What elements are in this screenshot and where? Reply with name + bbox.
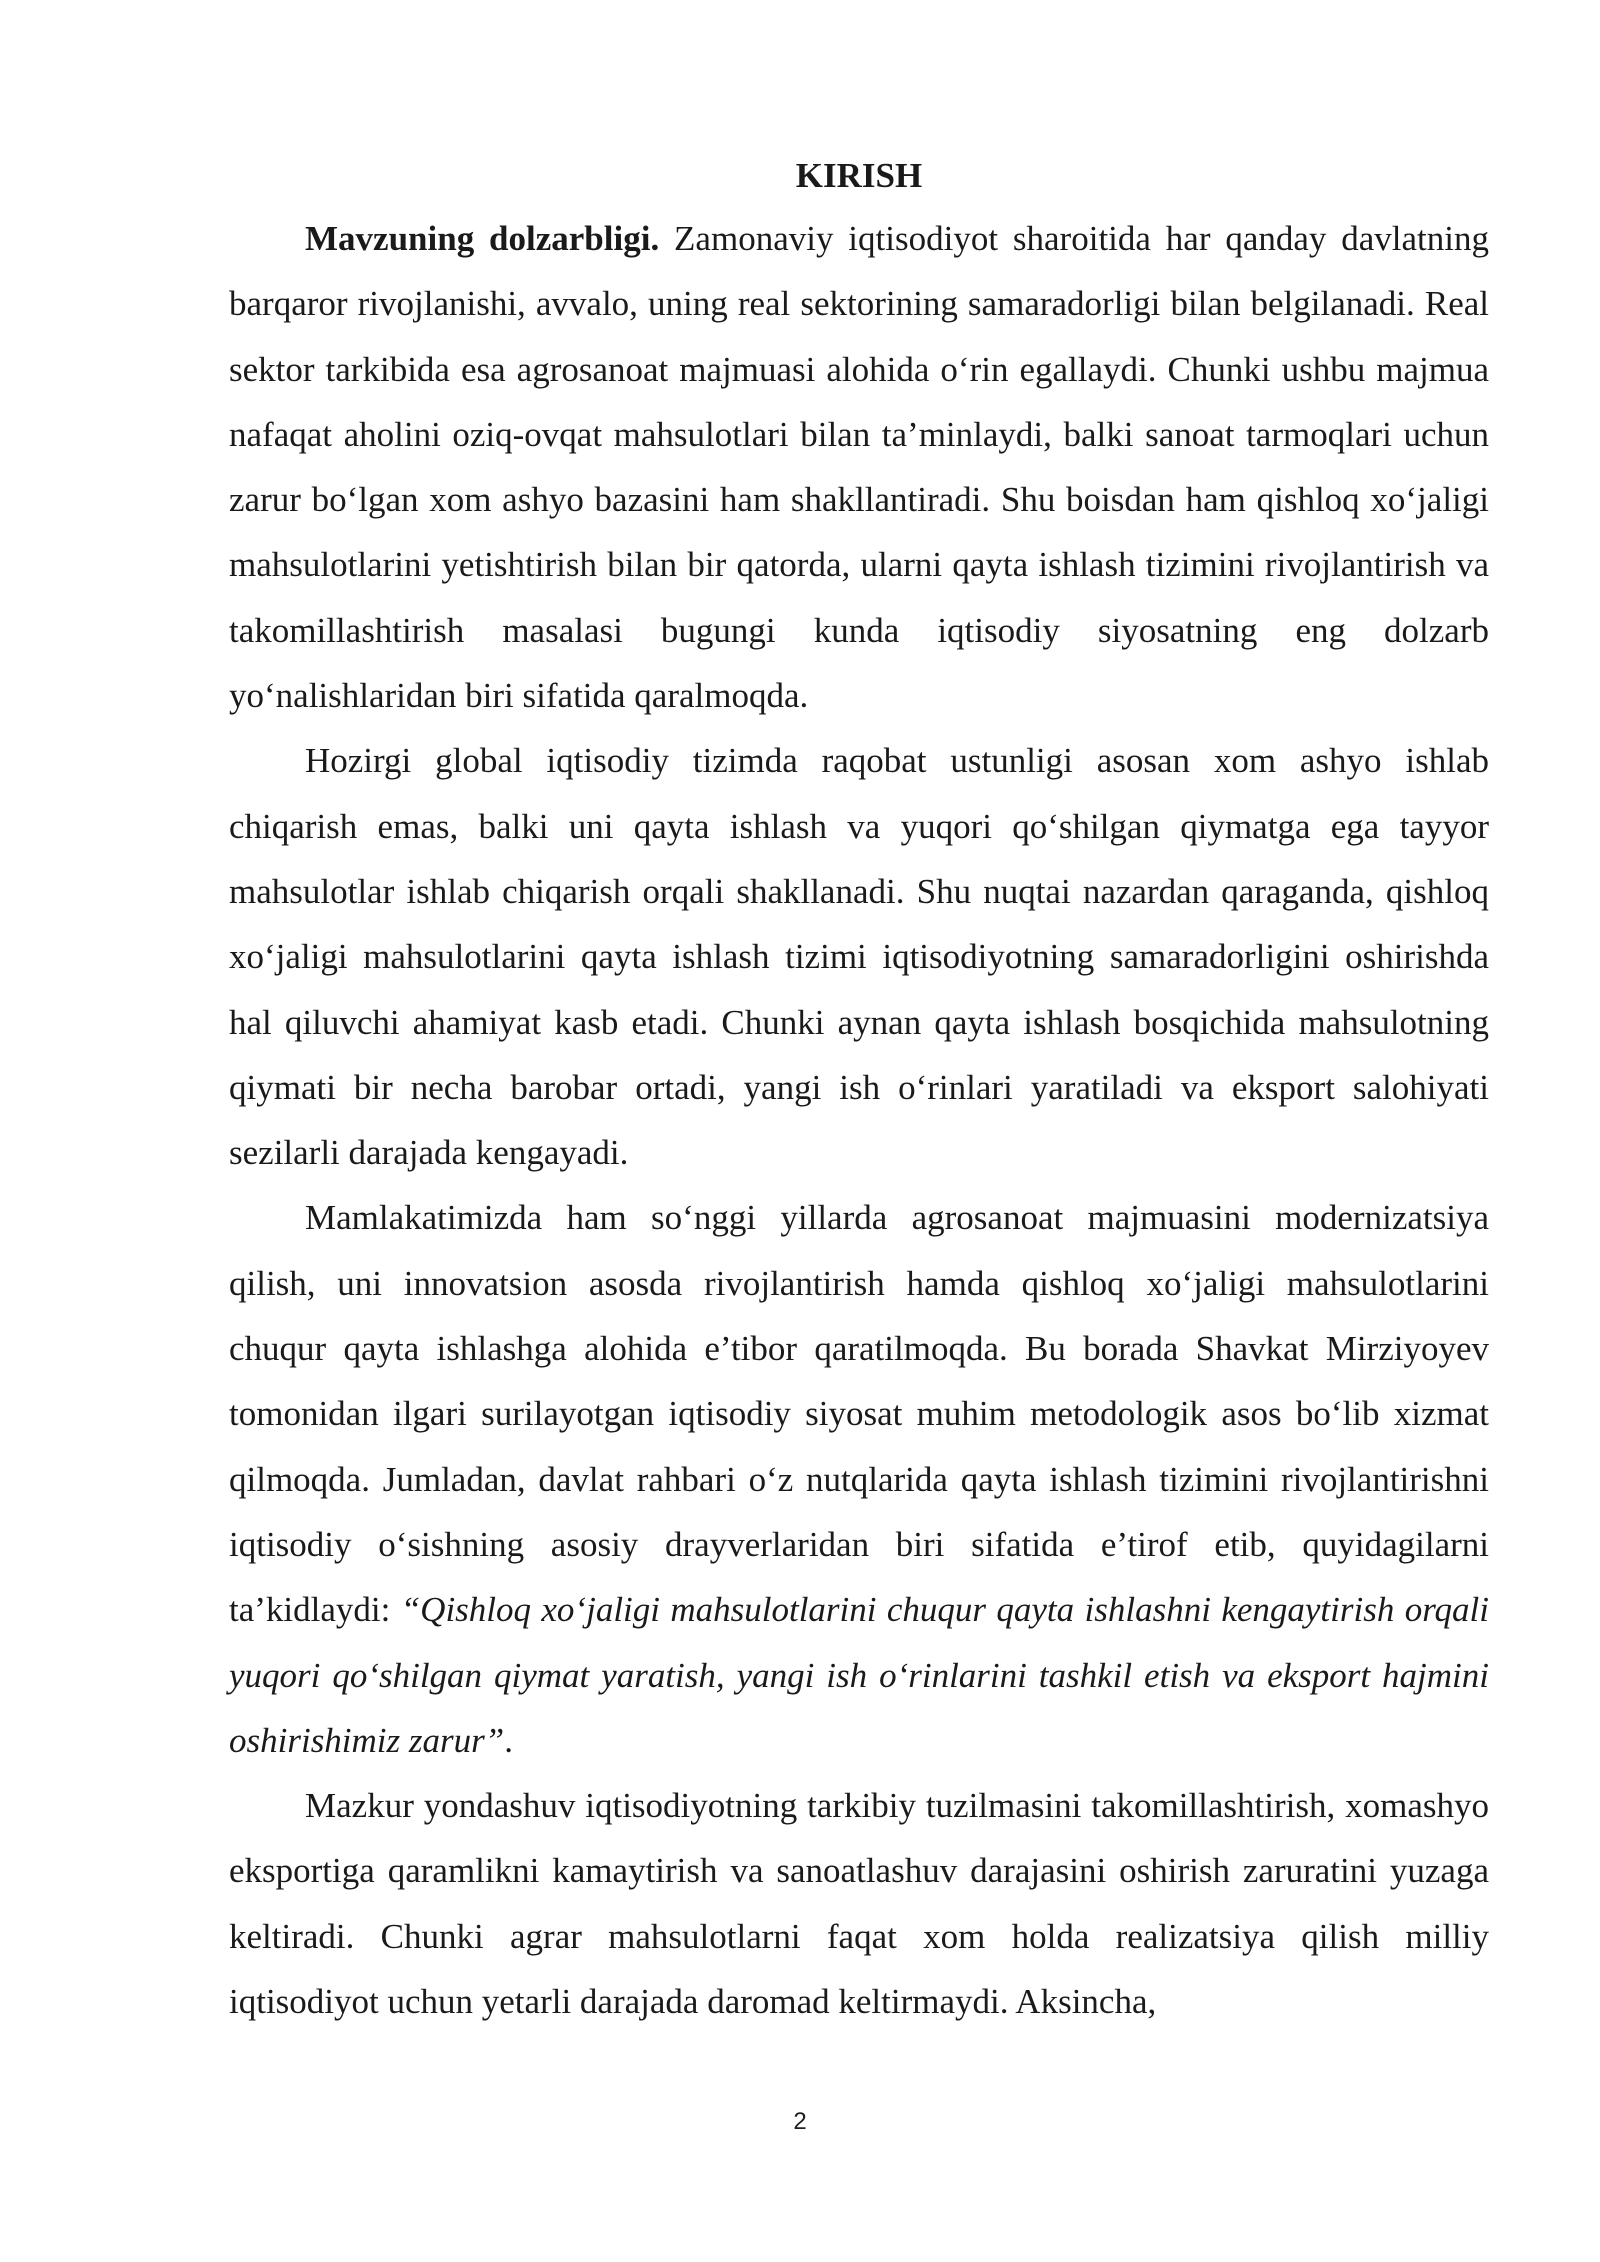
paragraph-text: Zamonaviy iqtisodiyot sharoitida har qanday davlatning barqaror rivojlanishi, avvalo, uning real sektorining samaradorligi bilan belgilanadi. Real sektor tarkibida esa agrosanoat majmuasi alohida o‘rin egallaydi. Chunki ushbu majmua nafaqat aholini oziq-ovqat mahsulotlari bilan ta’minlaydi, balki sanoat tarmoqlari uchun zarur bo‘lgan xom ashyo bazasini ham shakllantiradi. Shu boisdan ham qishloq xo‘jaligi mahsulotlarini yetishtirish bilan bir qatorda, ularni qayta ishlash tizimini rivojlantirish va takomillashtirish masalasi bugungi kunda iqtisodiy siyosatning eng dolzarb yo‘nalishlaridan biri sifatida qaralmoqda. (229, 219, 1489, 716)
paragraph-global-economy (229, 728, 1489, 1185)
paragraph-text: Mazkur yondashuv iqtisodiyotning tarkibiy tuzilmasini takomillashtirish, xomashyo eksportiga qaramlikni kamaytirish va sanoatlashuv darajasini oshirish zaruratini yuzaga keltiradi. Chunki agrar mahsulotlarni faqat xom holda realizatsiya qilish milliy iqtisodiyot uchun yetarli darajada daromad keltirmaydi. Aksincha, (229, 1786, 1489, 2022)
paragraph-text: Hozirgi global iqtisodiy tizimda raqobat ustunligi asosan xom ashyo ishlab chiqarish emas, balki uni qayta ishlash va yuqori qo‘shilgan qiymatga ega tayyor mahsulotlar ishlab chiqarish orqali shakllanadi. Shu nuqtai nazardan qaraganda, qishloq xo‘jaligi mahsulotlarini qayta ishlash tizimi iqtisodiyotning samaradorligini oshirishda hal qiluvchi ahamiyat kasb etadi. Chunki aynan qayta ishlash bosqichida mahsulotning qiymati bir necha barobar ortadi, yangi ish o‘rinlari yaratiladi va eksport salohiyati sezilarli darajada kengayadi. (229, 741, 1489, 1173)
paragraph-national-policy (229, 1185, 1489, 1773)
page-body (229, 148, 1489, 2034)
page-number: 2 (793, 2108, 807, 2135)
paragraph-quote: “Qishloq xo‘jaligi mahsulotlarini chuqur qayta ishlashni kengaytirish orqali yuqori qo‘shilgan qiymat yaratish, yangi ish o‘rinlarini tashkil etish va eksport hajmini oshirishimiz zarur” (229, 1590, 1489, 1760)
paragraph-relevance (229, 206, 1489, 728)
paragraph-text: Mamlakatimizda ham so‘nggi yillarda agrosanoat majmuasini modernizatsiya qilish, uni innovatsion asosda rivojlantirish hamda qishloq xo‘jaligi mahsulotlarini chuqur qayta ishlashga alohida e’tibor qaratilmoqda. Bu borada Shavkat Mirziyoyev tomonidan ilgari surilayotgan iqtisodiy siyosat muhim metodologik asos bo‘lib xizmat qilmoqda. Jumladan, davlat rahbari o‘z nutqlarida qayta ishlash tizimini rivojlantirishni iqtisodiy o‘sishning asosiy drayverlaridan biri sifatida e’tirof etib, quyidagilarni ta’kidlaydi: (229, 1198, 1489, 1630)
paragraph-text-end: . (504, 1720, 513, 1760)
paragraph-approach (229, 1773, 1489, 2034)
section-heading: KIRISH (795, 156, 923, 195)
paragraph-lead-title: Mavzuning dolzarbligi. (305, 219, 660, 258)
